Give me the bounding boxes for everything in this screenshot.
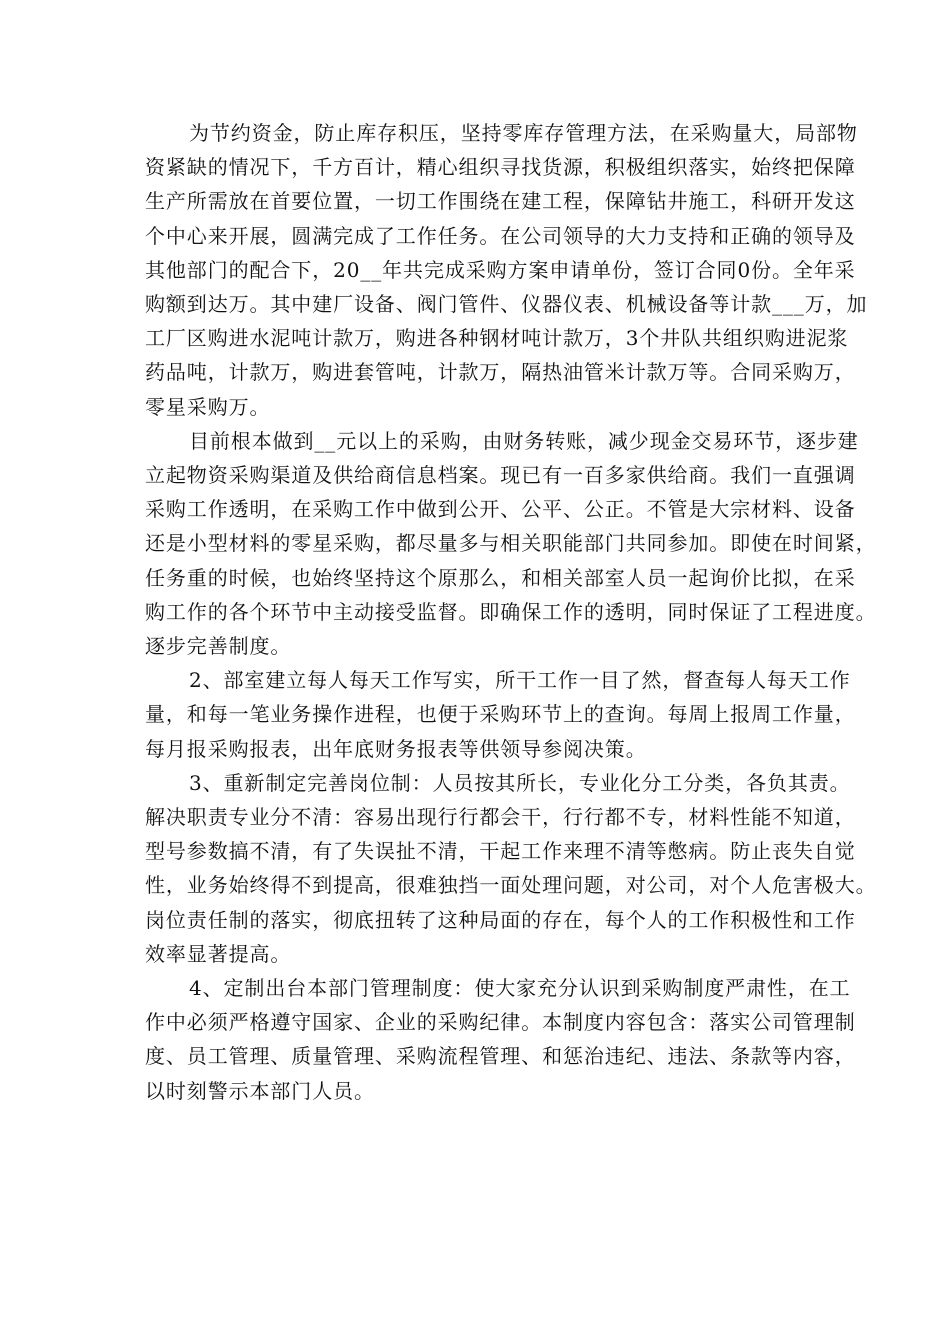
paragraph-procurement-summary	[145, 116, 868, 424]
text-line: 度、员工管理、质量管理、采购流程管理、和惩治违纪、违法、条款等内容，	[145, 1044, 856, 1069]
text-line: 个中心来开展，圆满完成了工作任务。在公司领导的大力支持和正确的领导及	[145, 223, 856, 248]
text-line: 解决职责专业分不清：容易出现行行都会干，行行都不专，材料性能不知道，	[145, 805, 856, 830]
text-line: 立起物资采购渠道及供给商信息档案。现已有一百多家供给商。我们一直强调	[145, 463, 856, 488]
text-line: 其他部门的配合下，20__年共完成采购方案申请单份，签订合同0份。全年采	[145, 257, 856, 282]
text-line: 为节约资金，防止库存积压，坚持零库存管理方法，在采购量大，局部物	[189, 121, 858, 145]
text-line: 以时刻警示本部门人员。	[145, 1078, 375, 1103]
text-line: 采购工作透明，在采购工作中做到公开、公平、公正。不管是大宗材料、设备	[145, 497, 856, 522]
text-line: 药品吨，计款万，购进套管吨，计款万，隔热油管米计款万等。合同采购万，	[145, 360, 856, 385]
text-line: 零星采购万。	[145, 394, 271, 419]
text-line: 任务重的时候，也始终坚持这个原那么，和相关部室人员一起询价比拟，在采	[145, 565, 856, 590]
text-line: 岗位责任制的落实，彻底扭转了这种局面的存在，每个人的工作积极性和工作	[145, 907, 856, 932]
paragraph-item-3	[145, 766, 877, 971]
text-line: 4、定制出台本部门管理制度：使大家充分认识到采购制度严肃性，在工	[189, 976, 851, 1001]
paragraph-item-4	[145, 971, 856, 1108]
text-line: 工厂区购进水泥吨计款万，购进各种钢材吨计款万，3个井队共组织购进泥浆	[145, 326, 849, 351]
text-line: 型号参数搞不清，有了失误扯不清，干起工作来理不清等憋病。防止丧失自觉	[145, 839, 856, 864]
document-page	[145, 116, 877, 1108]
text-line: 购额到达万。其中建厂设备、阀门管件、仪器仪表、机械设备等计款___万，加	[145, 292, 868, 317]
text-line: 3、重新制定完善岗位制：人员按其所长，专业化分工分类，各负其责。	[189, 770, 851, 795]
text-line: 量，和每一笔业务操作进程，也便于采购环节上的查询。每周上报周工作量，	[145, 702, 856, 727]
paragraph-transparency	[145, 424, 877, 663]
text-line: 效率显著提高。	[145, 941, 292, 966]
text-line: 目前根本做到__元以上的采购，由财务转账，减少现金交易环节，逐步建	[189, 428, 859, 453]
text-line: 2、部室建立每人每天工作写实，所干工作一目了然，督查每人每天工作	[189, 668, 851, 693]
text-line: 资紧缺的情况下，千方百计，精心组织寻找货源，积极组织落实，始终把保障	[145, 155, 856, 180]
text-line: 每月报采购报表，出年底财务报表等供领导参阅决策。	[145, 736, 647, 761]
text-line: 逐步完善制度。	[145, 634, 292, 659]
text-line: 还是小型材料的零星采购，都尽量多与相关职能部门共同参加。即使在时间紧，	[145, 531, 877, 556]
paragraph-item-2	[145, 663, 856, 766]
text-line: 性，业务始终得不到提高，很难独挡一面处理问题，对公司，对个人危害极大。	[145, 873, 877, 898]
text-line: 作中必须严格遵守国家、企业的采购纪律。本制度内容包含：落实公司管理制	[145, 1010, 856, 1035]
text-line: 购工作的各个环节中主动接受监督。即确保工作的透明，同时保证了工程进度。	[145, 599, 877, 624]
text-line: 生产所需放在首要位置，一切工作围绕在建工程，保障钻井施工，科研开发这	[145, 189, 856, 214]
